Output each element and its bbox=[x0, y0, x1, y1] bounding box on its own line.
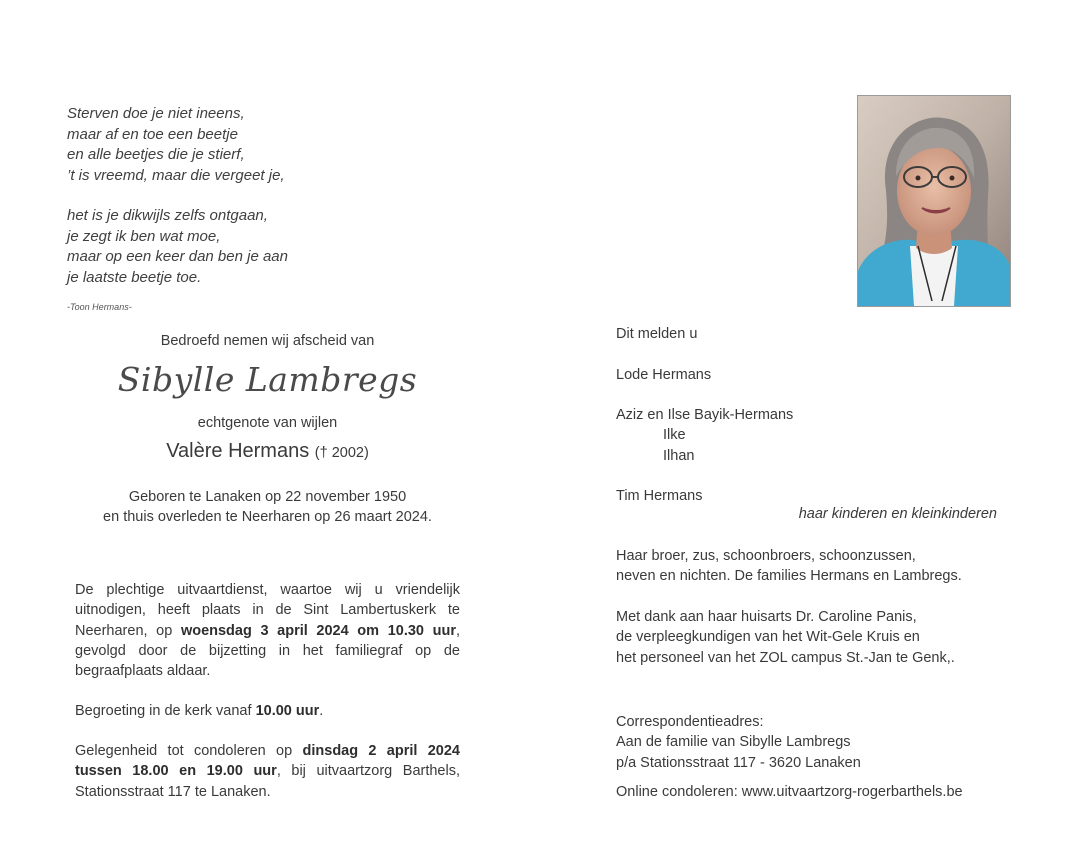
greeting-text-end: . bbox=[319, 703, 324, 719]
children-caption: haar kinderen en kleinkinderen bbox=[798, 506, 997, 522]
spouse-intro: echtgenote van wijlen bbox=[197, 415, 338, 431]
poem-line: en alle beetjes die je stierf, bbox=[67, 146, 245, 163]
family-line: neven en nichten. De families Hermans en Lambregs. bbox=[616, 568, 962, 585]
service-text-end: , gevolgd door de bijzetting in het familiegraf op de begraafplaats aldaar. bbox=[75, 622, 460, 680]
grandchild-ilke: Ilke bbox=[663, 427, 686, 444]
service-text: De plechtige uitvaartdienst, waartoe wij u vriendelijk uitnodigen, heeft plaats in de Sint Lambertuskerk te Neerharen, op bbox=[75, 582, 460, 639]
poem-line: je zegt ik ben wat moe, bbox=[67, 227, 221, 245]
portrait-image bbox=[858, 96, 1010, 306]
condole-text-end: , bij uitvaartzorg Barthels, Stationsstraat 117 te Lanaken. bbox=[75, 763, 460, 800]
family-group-bayik bbox=[616, 405, 793, 466]
greeting-time: 10.00 uur bbox=[255, 703, 320, 719]
spouse-death-year: († 2002) bbox=[314, 445, 369, 461]
child-aziz-ilse: Aziz en Ilse Bayik-Hermans bbox=[616, 407, 794, 423]
deceased-name: Sibylle Lambregs bbox=[117, 360, 418, 399]
thanks-line: het personeel van het ZOL campus St.-Jan te Genk,. bbox=[616, 649, 955, 666]
poem-line: Sterven doe je niet ineens, bbox=[67, 105, 245, 122]
family-line: Haar broer, zus, schoonbroers, schoonzussen, bbox=[616, 548, 916, 564]
spouse-name: Valère Hermans bbox=[166, 440, 310, 462]
poem bbox=[67, 104, 397, 288]
thanks-line: Met dank aan haar huisarts Dr. Caroline Panis, bbox=[616, 609, 917, 625]
correspondence-line: p/a Stationsstraat 117 - 3620 Lanaken bbox=[616, 754, 861, 771]
correspondence-line: Aan de familie van Sibylle Lambregs bbox=[616, 734, 851, 751]
spouse-name-line bbox=[75, 440, 460, 463]
child-tim: Tim Hermans bbox=[616, 488, 703, 504]
born-line: Geboren te Lanaken op 22 november 1950 bbox=[128, 489, 407, 505]
extended-family bbox=[616, 546, 962, 587]
grandchild-ilhan: Ilhan bbox=[663, 447, 695, 464]
poem-line: je laatste beetje toe. bbox=[67, 268, 202, 286]
condolence-paragraph bbox=[75, 741, 460, 802]
child-lode: Lode Hermans bbox=[616, 367, 712, 383]
condole-text: Gelegenheid tot condoleren op bbox=[75, 743, 303, 759]
birth-death-info bbox=[75, 487, 460, 527]
service-datetime: woensdag 3 april 2024 om 10.30 uur bbox=[180, 622, 456, 639]
correspondence-address bbox=[616, 712, 861, 773]
poem-line: maar op een keer dan ben je aan bbox=[67, 248, 288, 265]
greeting-text: Begroeting in de kerk vanaf bbox=[75, 703, 256, 719]
greeting-paragraph bbox=[75, 701, 460, 721]
poem-line: ’t is vreemd, maar die vergeet je, bbox=[67, 166, 285, 184]
portrait-photo bbox=[857, 95, 1011, 307]
poem-line: het is je dikwijls zelfs ontgaan, bbox=[67, 207, 268, 224]
correspondence-label: Correspondentieadres: bbox=[616, 714, 764, 730]
service-paragraph bbox=[75, 580, 460, 681]
died-line: en thuis overleden te Neerharen op 26 maart 2024. bbox=[103, 509, 432, 525]
poem-author: -Toon Hermans- bbox=[67, 302, 132, 312]
online-condolence-link[interactable]: Online condoleren: www.uitvaartzorg-rogerbarthels.be bbox=[616, 784, 963, 800]
thanks-block bbox=[616, 607, 955, 668]
announce-text: Dit melden u bbox=[616, 326, 698, 342]
thanks-line: de verpleegkundigen van het Wit-Gele Kruis en bbox=[616, 629, 920, 646]
intro-text: Bedroefd nemen wij afscheid van bbox=[160, 333, 375, 349]
poem-line: maar af en toe een beetje bbox=[67, 125, 238, 143]
condole-datetime: dinsdag 2 april 2024 tussen 18.00 en 19.00 uur bbox=[75, 743, 460, 780]
